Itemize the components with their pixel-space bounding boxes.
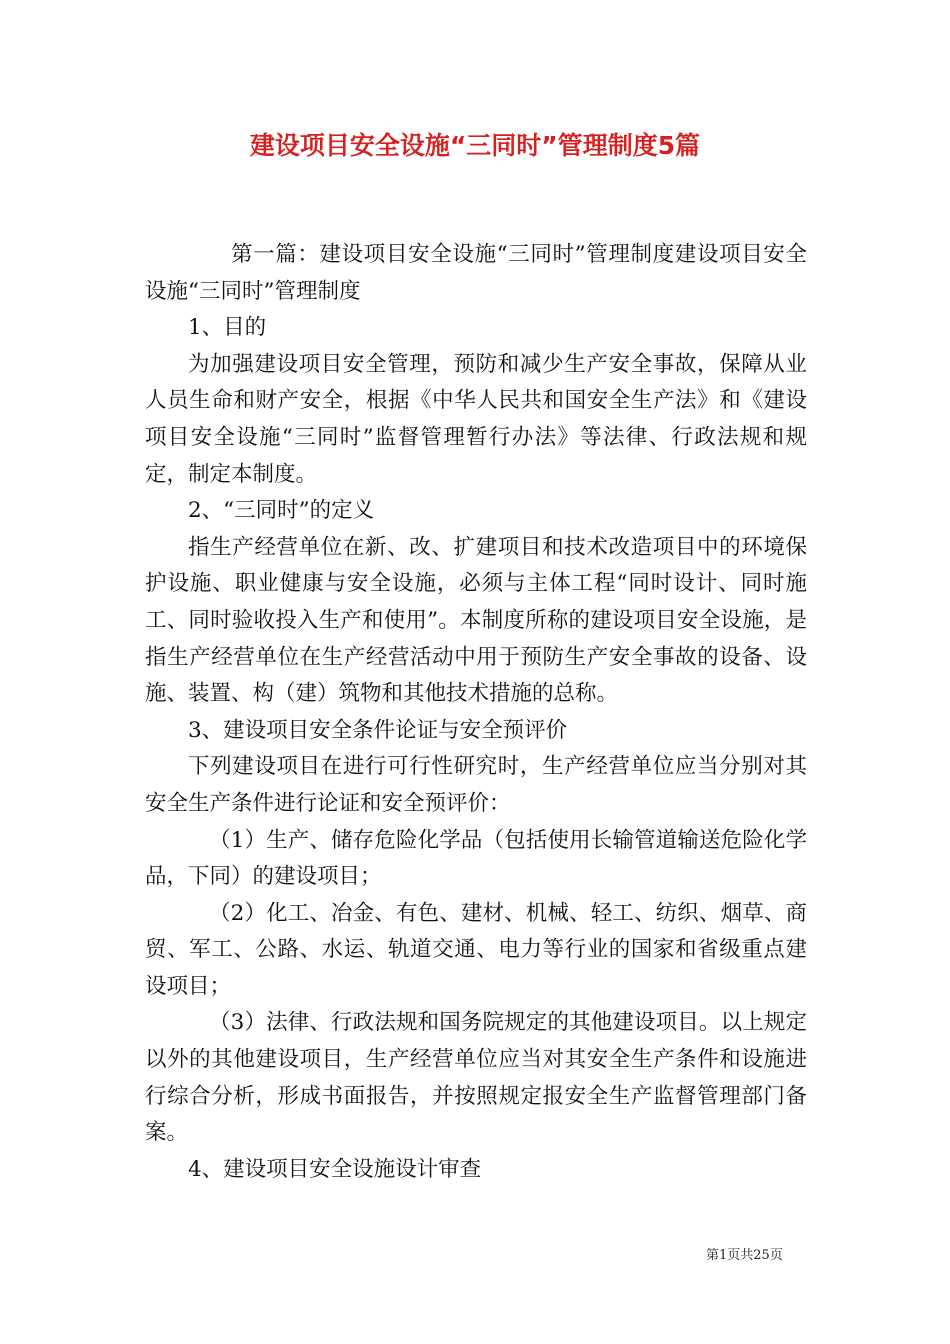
paragraph-purpose: 为加强建设项目安全管理，预防和减少生产安全事故，保障从业人员生命和财产安全，根据《中华人民共和国安全生产法》和《建设项目安全设施“三同时”监督管理暂行办法》等法律、行政法规和规定，制定本制度。 [145, 351, 807, 487]
list-item-1: （1）生产、储存危险化学品（包括使用长输管道输送危险化学品，下同）的建设项目； [145, 827, 807, 890]
page-number-footer: 第1页共25页 [706, 1248, 783, 1263]
list-item-2: （2）化工、冶金、有色、建材、机械、轻工、纺织、烟草、商贸、军工、公路、水运、轨道交通、电力等行业的国家和省级重点建设项目； [145, 900, 807, 999]
section-heading-chapter-1: 第一篇：建设项目安全设施“三同时”管理制度建设项目安全设施“三同时”管理制度 [145, 242, 807, 304]
list-item-3: （3）法律、行政法规和国务院规定的其他建设项目。以上规定以外的其他建设项目，生产经营单位应当对其安全生产条件和设施进行综合分析，形成书面报告，并按照规定报安全生产监督管理部门备案。 [145, 1010, 807, 1146]
section-heading-evaluation: 3、建设项目安全条件论证与安全预评价 [188, 717, 568, 743]
section-heading-definition: 2、“三同时”的定义 [188, 498, 375, 524]
document-body [145, 237, 807, 1188]
paragraph-evaluation: 下列建设项目在进行可行性研究时，生产经营单位应当分别对其安全生产条件进行论证和安全预评价： [145, 754, 807, 816]
paragraph-definition: 指生产经营单位在新、改、扩建项目和技术改造项目中的环境保护设施、职业健康与安全设施，必须与主体工程“同时设计、同时施工、同时验收投入生产和使用”。本制度所称的建设项目安全设施，是指生产经营单位在生产经营活动中用于预防生产安全事故的设备、设施、装置、构（建）筑物和其他技术措施的总称。 [145, 534, 807, 707]
document-title: 建设项目安全设施“三同时”管理制度5篇 [249, 131, 701, 160]
section-heading-purpose: 1、目的 [188, 315, 267, 341]
section-heading-design-review: 4、建设项目安全设施设计审查 [188, 1156, 482, 1182]
